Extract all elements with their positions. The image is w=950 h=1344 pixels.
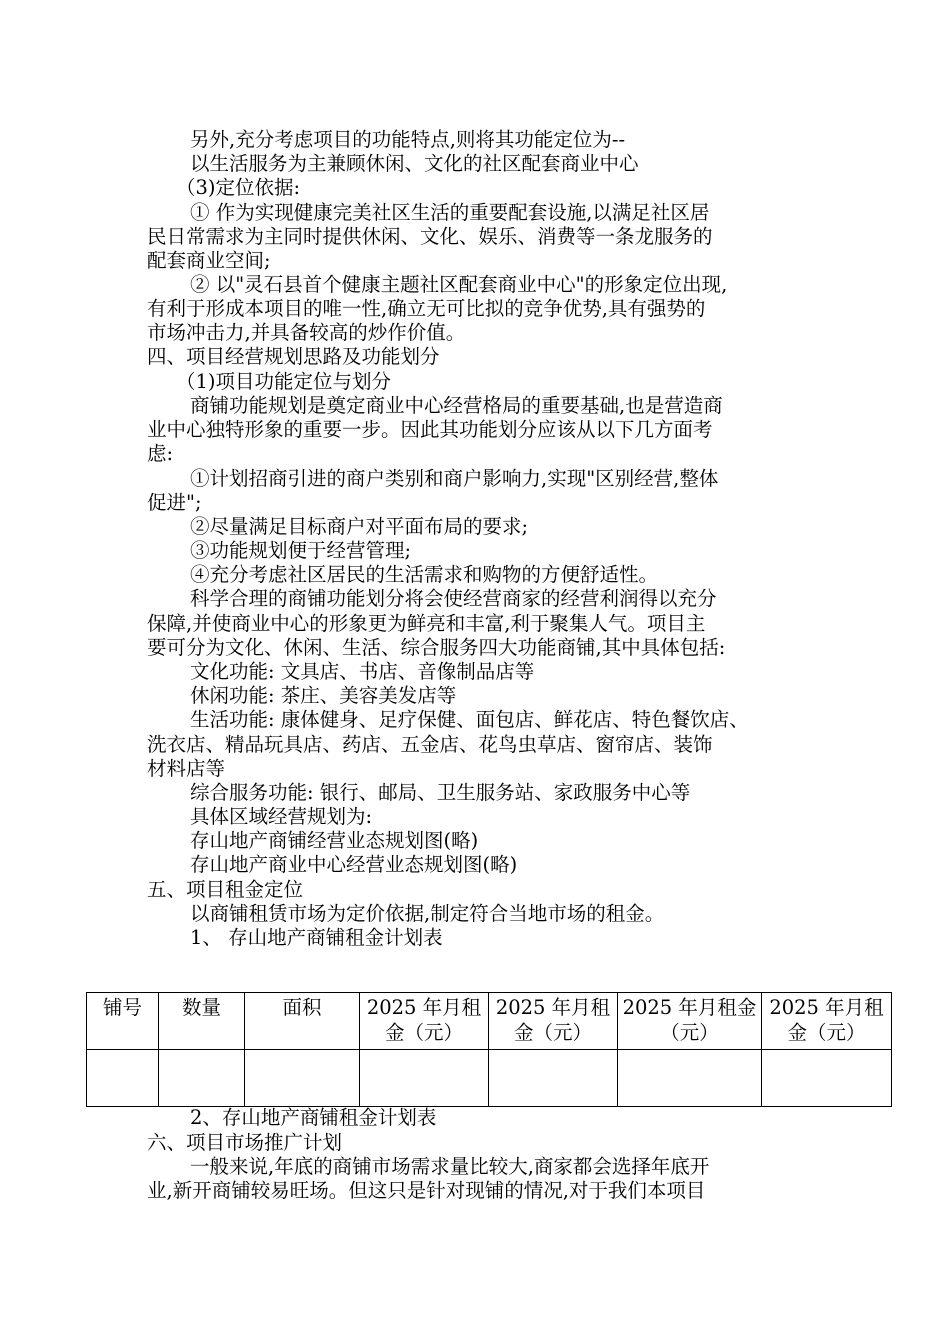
text-line: 生活功能: 康体健身、足疗保健、面包店、鲜花店、特色餐饮店、 bbox=[190, 708, 749, 731]
header-cell-rent-4: 2025 年月租金（元） bbox=[762, 993, 892, 1050]
section-heading: 五、项目租金定位 bbox=[147, 878, 304, 901]
text-line: 以商铺租赁市场为定价依据,制定符合当地市场的租金。 bbox=[190, 902, 665, 925]
text-line: 综合服务功能: 银行、邮局、卫生服务站、家政服务中心等 bbox=[190, 781, 691, 804]
table-row bbox=[87, 1050, 892, 1107]
header-cell-shop-no: 铺号 bbox=[87, 993, 159, 1050]
table-header-row bbox=[87, 993, 892, 1050]
section-heading: 四、项目经营规划思路及功能划分 bbox=[147, 345, 440, 368]
text-line: 要可分为文化、休闲、生活、综合服务四大功能商铺,其中具体包括: bbox=[147, 636, 726, 659]
header-cell-rent-2: 2025 年月租金（元） bbox=[489, 993, 618, 1050]
text-line: 洗衣店、精品玩具店、药店、五金店、花鸟虫草店、窗帘店、装饰 bbox=[147, 733, 713, 756]
text-line: 保障,并使商业中心的形象更为鲜亮和丰富,利于聚集人气。项目主 bbox=[147, 612, 706, 635]
table-cell bbox=[489, 1050, 618, 1107]
text-line: 存山地产商业中心经营业态规划图(略) bbox=[190, 853, 518, 876]
header-cell-area: 面积 bbox=[245, 993, 360, 1050]
table-caption: 2、存山地产商铺租金计划表 bbox=[190, 1106, 437, 1129]
rent-plan-table bbox=[86, 992, 892, 1107]
text-line: 有利于形成本项目的唯一性,确立无可比拟的竞争优势,具有强势的 bbox=[147, 297, 706, 320]
text-line: ④充分考虑社区居民的生活需求和购物的方便舒适性。 bbox=[190, 563, 659, 586]
text-line: 业,新开商铺较易旺场。但这只是针对现铺的情况,对于我们本项目 bbox=[147, 1179, 706, 1202]
table-cell bbox=[159, 1050, 245, 1107]
text-line: ② 以"灵石县首个健康主题社区配套商业中心"的形象定位出现, bbox=[190, 273, 728, 296]
text-line: 民日常需求为主同时提供休闲、文化、娱乐、消费等一条龙服务的 bbox=[147, 225, 713, 248]
text-line: 一般来说,年底的商铺市场需求量比较大,商家都会选择年底开 bbox=[190, 1155, 710, 1178]
text-line: 以生活服务为主兼顾休闲、文化的社区配套商业中心 bbox=[190, 152, 639, 175]
text-line: ②尽量满足目标商户对平面布局的要求; bbox=[190, 515, 529, 538]
text-line: ③功能规划便于经营管理; bbox=[190, 539, 412, 562]
header-cell-rent-1: 2025 年月租金（元） bbox=[360, 993, 489, 1050]
text-line: 另外,充分考虑项目的功能特点,则将其功能定位为-- bbox=[190, 128, 626, 151]
text-line: 市场冲击力,并具备较高的炒作价值。 bbox=[147, 321, 466, 344]
table-cell bbox=[360, 1050, 489, 1107]
text-line: 存山地产商铺经营业态规划图(略) bbox=[190, 829, 479, 852]
text-line: 具体区域经营规划为: bbox=[190, 805, 373, 828]
text-line: 文化功能: 文具店、书店、音像制品店等 bbox=[190, 660, 535, 683]
text-line: ①计划招商引进的商户类别和商户影响力,实现"区别经营,整体 bbox=[190, 467, 719, 490]
text-line: 材料店等 bbox=[147, 757, 226, 780]
table-cell bbox=[245, 1050, 360, 1107]
section-heading: 六、项目市场推广计划 bbox=[147, 1131, 343, 1154]
text-line: 虑: bbox=[147, 442, 174, 465]
text-line: 休闲功能: 茶庄、美容美发店等 bbox=[190, 684, 457, 707]
text-line: 促进"; bbox=[147, 491, 202, 514]
text-line: 科学合理的商铺功能划分将会使经营商家的经营利润得以充分 bbox=[190, 587, 717, 610]
table-cell bbox=[762, 1050, 892, 1107]
table-cell bbox=[618, 1050, 762, 1107]
header-cell-rent-3: 2025 年月租金（元） bbox=[618, 993, 762, 1050]
text-line: ① 作为实现健康完美社区生活的重要配套设施,以满足社区居 bbox=[190, 201, 710, 224]
text-line: 商铺功能规划是奠定商业中心经营格局的重要基础,也是营造商 bbox=[190, 394, 723, 417]
sub-heading: （1)项目功能定位与划分 bbox=[176, 370, 392, 393]
header-cell-quantity: 数量 bbox=[159, 993, 245, 1050]
sub-heading: （3)定位依据: bbox=[176, 176, 301, 199]
table-cell bbox=[87, 1050, 159, 1107]
table-caption: 1、 存山地产商铺租金计划表 bbox=[190, 926, 443, 949]
text-line: 配套商业空间; bbox=[147, 249, 271, 272]
text-line: 业中心独特形象的重要一步。因此其功能划分应该从以下几方面考 bbox=[147, 418, 713, 441]
